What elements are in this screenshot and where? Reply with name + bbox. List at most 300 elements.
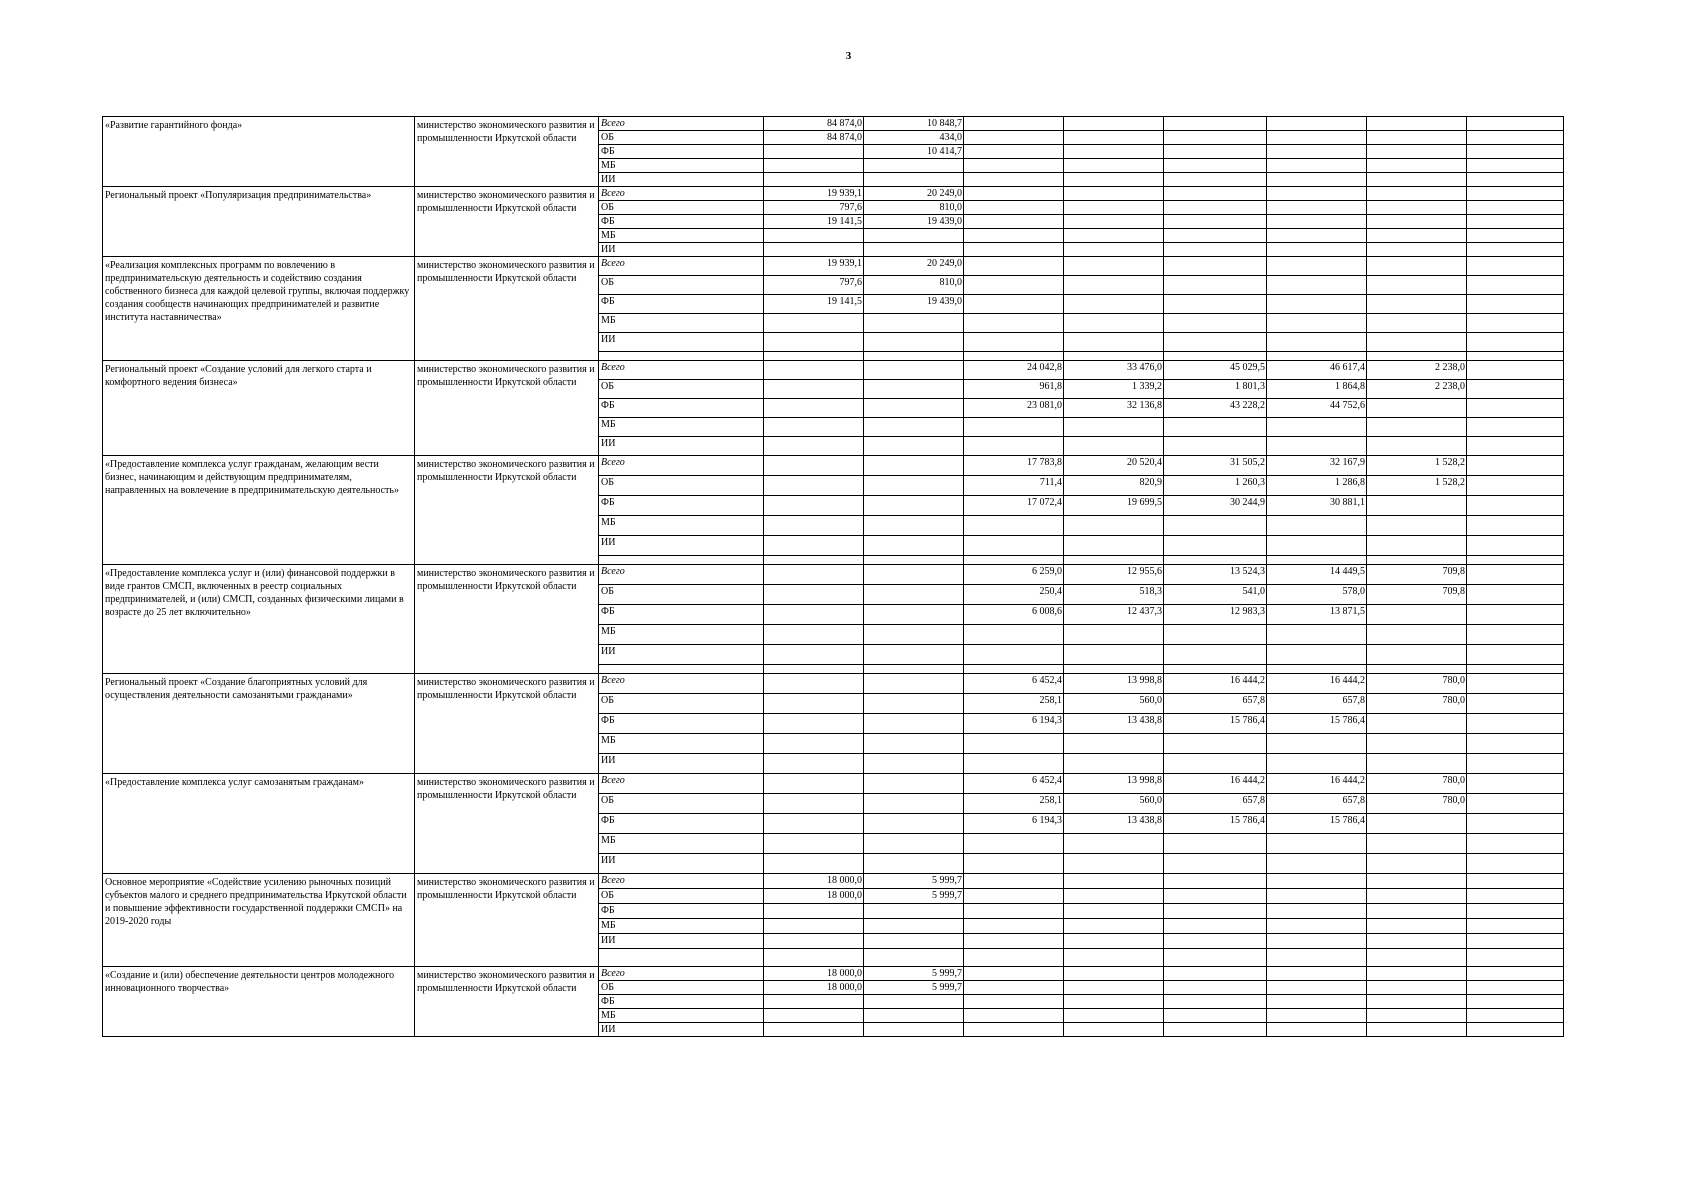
amount-cell: 33 476,0 <box>1064 361 1164 380</box>
amount-cell <box>1467 625 1564 645</box>
amount-cell: 16 444,2 <box>1164 674 1267 694</box>
amount-cell <box>1367 257 1467 276</box>
amount-cell <box>864 814 964 834</box>
amount-cell <box>1467 131 1564 145</box>
amount-cell: 709,8 <box>1367 585 1467 605</box>
amount-cell <box>1467 734 1564 754</box>
amount-cell <box>1467 874 1564 889</box>
amount-cell <box>1164 295 1267 314</box>
amount-cell <box>764 694 864 714</box>
amount-cell <box>1267 117 1367 131</box>
amount-cell: 1 528,2 <box>1367 456 1467 476</box>
amount-cell <box>1064 1009 1164 1023</box>
amount-cell: 797,6 <box>764 201 864 215</box>
amount-cell <box>1467 645 1564 665</box>
amount-cell <box>1164 995 1267 1009</box>
amount-cell <box>1164 734 1267 754</box>
amount-cell: 18 000,0 <box>764 889 864 904</box>
amount-cell: 30 244,9 <box>1164 496 1267 516</box>
amount-cell <box>1267 173 1367 187</box>
amount-cell: 18 000,0 <box>764 981 864 995</box>
amount-cell <box>1467 243 1564 257</box>
amount-cell <box>764 437 864 456</box>
amount-cell <box>1267 243 1367 257</box>
amount-cell <box>764 476 864 496</box>
amount-cell <box>1064 173 1164 187</box>
funding-source-label: ОБ <box>599 889 764 904</box>
amount-cell <box>1367 496 1467 516</box>
amount-cell <box>864 536 964 556</box>
funding-source-label: Всего <box>599 674 764 694</box>
amount-cell <box>1367 1023 1467 1037</box>
empty-cell <box>864 352 964 361</box>
amount-cell <box>964 173 1064 187</box>
amount-cell <box>1367 159 1467 173</box>
empty-cell <box>1267 665 1367 674</box>
amount-cell <box>864 229 964 243</box>
amount-cell <box>964 516 1064 536</box>
amount-cell: 657,8 <box>1164 694 1267 714</box>
amount-cell <box>1064 904 1164 919</box>
empty-cell <box>599 556 764 565</box>
amount-cell <box>1267 645 1367 665</box>
funding-source-label: МБ <box>599 625 764 645</box>
funding-source-label: МБ <box>599 734 764 754</box>
empty-cell <box>599 352 764 361</box>
measure-title: Региональный проект «Популяризация предпринимательства» <box>103 187 415 257</box>
amount-cell: 18 000,0 <box>764 967 864 981</box>
table-row <box>103 774 1564 794</box>
funding-source-label: ОБ <box>599 380 764 399</box>
amount-cell: 15 786,4 <box>1164 814 1267 834</box>
amount-cell <box>1164 754 1267 774</box>
amount-cell: 6 008,6 <box>964 605 1064 625</box>
amount-cell <box>864 418 964 437</box>
amount-cell <box>1164 145 1267 159</box>
amount-cell <box>1367 904 1467 919</box>
empty-cell <box>864 556 964 565</box>
table-row <box>103 117 1564 131</box>
empty-cell <box>1164 556 1267 565</box>
amount-cell: 6 194,3 <box>964 714 1064 734</box>
empty-cell <box>1064 949 1164 967</box>
amount-cell <box>1267 333 1367 352</box>
amount-cell <box>1267 889 1367 904</box>
amount-cell <box>1267 187 1367 201</box>
amount-cell: 578,0 <box>1267 585 1367 605</box>
amount-cell <box>764 1023 864 1037</box>
funding-source-label: ФБ <box>599 904 764 919</box>
amount-cell <box>1267 418 1367 437</box>
amount-cell <box>864 934 964 949</box>
amount-cell <box>1164 117 1267 131</box>
amount-cell <box>1467 565 1564 585</box>
amount-cell <box>1367 117 1467 131</box>
table-row <box>103 967 1564 981</box>
amount-cell <box>1064 159 1164 173</box>
amount-cell <box>1064 314 1164 333</box>
amount-cell <box>1164 418 1267 437</box>
amount-cell: 32 167,9 <box>1267 456 1367 476</box>
amount-cell <box>1164 516 1267 536</box>
amount-cell <box>1467 476 1564 496</box>
empty-cell <box>599 949 764 967</box>
funding-source-label: Всего <box>599 117 764 131</box>
amount-cell <box>1467 187 1564 201</box>
amount-cell: 6 452,4 <box>964 774 1064 794</box>
amount-cell: 18 000,0 <box>764 874 864 889</box>
amount-cell <box>1064 117 1164 131</box>
empty-cell <box>1467 556 1564 565</box>
amount-cell <box>764 904 864 919</box>
amount-cell <box>764 361 864 380</box>
empty-cell <box>1367 665 1467 674</box>
amount-cell: 810,0 <box>864 276 964 295</box>
funding-source-label: ФБ <box>599 145 764 159</box>
amount-cell <box>964 215 1064 229</box>
amount-cell: 820,9 <box>1064 476 1164 496</box>
amount-cell <box>1367 437 1467 456</box>
amount-cell <box>1164 967 1267 981</box>
empty-cell <box>1064 665 1164 674</box>
amount-cell <box>1467 361 1564 380</box>
amount-cell <box>1267 854 1367 874</box>
amount-cell <box>1367 714 1467 734</box>
amount-cell <box>864 456 964 476</box>
amount-cell <box>764 585 864 605</box>
amount-cell <box>964 1009 1064 1023</box>
amount-cell <box>1164 131 1267 145</box>
amount-cell <box>1164 834 1267 854</box>
amount-cell <box>1367 418 1467 437</box>
amount-cell <box>864 919 964 934</box>
amount-cell: 12 437,3 <box>1064 605 1164 625</box>
amount-cell: 13 438,8 <box>1064 814 1164 834</box>
amount-cell <box>1064 145 1164 159</box>
amount-cell <box>1467 418 1564 437</box>
amount-cell <box>964 645 1064 665</box>
amount-cell <box>1367 295 1467 314</box>
amount-cell <box>1164 243 1267 257</box>
empty-cell <box>1367 556 1467 565</box>
amount-cell <box>964 333 1064 352</box>
funding-source-label: МБ <box>599 314 764 333</box>
amount-cell <box>1467 794 1564 814</box>
amount-cell <box>864 333 964 352</box>
amount-cell <box>864 159 964 173</box>
amount-cell: 5 999,7 <box>864 889 964 904</box>
amount-cell <box>1367 625 1467 645</box>
amount-cell <box>864 399 964 418</box>
amount-cell <box>1467 536 1564 556</box>
amount-cell <box>1164 645 1267 665</box>
amount-cell <box>1164 934 1267 949</box>
measure-title: Региональный проект «Создание условий для легкого старта и комфортного ведения бизнеса» <box>103 361 415 456</box>
amount-cell <box>764 418 864 437</box>
amount-cell <box>1367 995 1467 1009</box>
amount-cell <box>1467 1023 1564 1037</box>
amount-cell: 560,0 <box>1064 694 1164 714</box>
responsible-executor: министерство экономического развития и промышленности Иркутской области <box>415 674 599 774</box>
empty-cell <box>1467 352 1564 361</box>
amount-cell <box>764 565 864 585</box>
amount-cell <box>1267 159 1367 173</box>
amount-cell <box>864 645 964 665</box>
amount-cell <box>864 774 964 794</box>
amount-cell <box>1367 919 1467 934</box>
amount-cell <box>1367 874 1467 889</box>
amount-cell <box>864 565 964 585</box>
amount-cell: 15 786,4 <box>1267 714 1367 734</box>
amount-cell <box>1367 229 1467 243</box>
amount-cell <box>1367 834 1467 854</box>
amount-cell <box>1467 854 1564 874</box>
amount-cell <box>764 333 864 352</box>
amount-cell <box>1367 333 1467 352</box>
funding-source-label: ИИ <box>599 934 764 949</box>
amount-cell <box>1164 201 1267 215</box>
amount-cell <box>1467 145 1564 159</box>
amount-cell: 780,0 <box>1367 774 1467 794</box>
amount-cell <box>764 919 864 934</box>
amount-cell <box>1267 201 1367 215</box>
amount-cell: 780,0 <box>1367 694 1467 714</box>
amount-cell <box>1064 418 1164 437</box>
amount-cell <box>964 754 1064 774</box>
amount-cell <box>1064 333 1164 352</box>
amount-cell <box>964 734 1064 754</box>
amount-cell <box>764 229 864 243</box>
funding-source-label: ИИ <box>599 536 764 556</box>
amount-cell: 19 141,5 <box>764 215 864 229</box>
amount-cell <box>1267 754 1367 774</box>
responsible-executor: министерство экономического развития и промышленности Иркутской области <box>415 117 599 187</box>
amount-cell <box>1064 131 1164 145</box>
amount-cell <box>1367 967 1467 981</box>
measure-title: «Реализация комплексных программ по вовлечению в предпринимательскую деятельность и содействию создания собственного бизнеса для каждой целевой группы, включая поддержку создания сообществ начинающих предпринимателей и развитие института наставничества» <box>103 257 415 361</box>
responsible-executor: министерство экономического развития и промышленности Иркутской области <box>415 257 599 361</box>
funding-source-label: ИИ <box>599 333 764 352</box>
amount-cell <box>764 159 864 173</box>
funding-source-label: ФБ <box>599 215 764 229</box>
amount-cell <box>864 734 964 754</box>
amount-cell <box>864 173 964 187</box>
amount-cell <box>1064 934 1164 949</box>
funding-source-label: МБ <box>599 516 764 536</box>
empty-cell <box>1064 352 1164 361</box>
amount-cell <box>1467 919 1564 934</box>
amount-cell <box>864 314 964 333</box>
measure-title: «Развитие гарантийного фонда» <box>103 117 415 187</box>
amount-cell: 434,0 <box>864 131 964 145</box>
amount-cell <box>1164 536 1267 556</box>
empty-cell <box>1164 665 1267 674</box>
amount-cell <box>1064 437 1164 456</box>
amount-cell <box>1267 516 1367 536</box>
funding-source-label: Всего <box>599 257 764 276</box>
measure-title: «Предоставление комплекса услуг и (или) финансовой поддержки в виде грантов СМСП, включенных в реестр социальных предпринимателей, и (или) СМСП, созданных физическими лицами в возрасте до 25 лет включительно» <box>103 565 415 674</box>
funding-source-label: ОБ <box>599 476 764 496</box>
amount-cell <box>1367 981 1467 995</box>
amount-cell <box>764 399 864 418</box>
amount-cell: 657,8 <box>1267 794 1367 814</box>
amount-cell: 19 439,0 <box>864 215 964 229</box>
amount-cell <box>1467 173 1564 187</box>
amount-cell <box>764 516 864 536</box>
amount-cell: 24 042,8 <box>964 361 1064 380</box>
amount-cell <box>1267 257 1367 276</box>
amount-cell <box>864 1023 964 1037</box>
funding-source-label: ОБ <box>599 585 764 605</box>
amount-cell <box>1164 215 1267 229</box>
empty-cell <box>1267 949 1367 967</box>
amount-cell: 709,8 <box>1367 565 1467 585</box>
amount-cell: 258,1 <box>964 694 1064 714</box>
funding-source-label: Всего <box>599 774 764 794</box>
amount-cell <box>1267 967 1367 981</box>
amount-cell <box>964 854 1064 874</box>
amount-cell <box>1064 201 1164 215</box>
amount-cell <box>964 967 1064 981</box>
amount-cell: 15 786,4 <box>1267 814 1367 834</box>
amount-cell <box>1164 257 1267 276</box>
amount-cell <box>764 774 864 794</box>
amount-cell <box>1164 437 1267 456</box>
funding-source-label: ОБ <box>599 276 764 295</box>
amount-cell: 780,0 <box>1367 674 1467 694</box>
amount-cell <box>1367 734 1467 754</box>
amount-cell: 32 136,8 <box>1064 399 1164 418</box>
amount-cell <box>1367 516 1467 536</box>
amount-cell <box>1367 605 1467 625</box>
amount-cell <box>964 243 1064 257</box>
amount-cell <box>1064 874 1164 889</box>
amount-cell: 560,0 <box>1064 794 1164 814</box>
table-row <box>103 257 1564 276</box>
amount-cell: 13 998,8 <box>1064 774 1164 794</box>
amount-cell <box>864 794 964 814</box>
amount-cell: 6 452,4 <box>964 674 1064 694</box>
amount-cell <box>864 380 964 399</box>
amount-cell <box>1267 625 1367 645</box>
amount-cell <box>964 187 1064 201</box>
amount-cell <box>964 314 1064 333</box>
amount-cell <box>1267 995 1367 1009</box>
amount-cell <box>1467 774 1564 794</box>
amount-cell <box>1064 187 1164 201</box>
amount-cell <box>1467 159 1564 173</box>
amount-cell: 19 939,1 <box>764 187 864 201</box>
amount-cell: 12 955,6 <box>1064 565 1164 585</box>
table-row <box>103 456 1564 476</box>
amount-cell <box>1267 1023 1367 1037</box>
amount-cell <box>964 934 1064 949</box>
table-row <box>103 674 1564 694</box>
amount-cell: 797,6 <box>764 276 864 295</box>
empty-cell <box>964 665 1064 674</box>
amount-cell <box>864 995 964 1009</box>
amount-cell <box>1064 919 1164 934</box>
amount-cell <box>1267 981 1367 995</box>
funding-source-label: ИИ <box>599 243 764 257</box>
amount-cell <box>1467 995 1564 1009</box>
amount-cell <box>964 276 1064 295</box>
amount-cell <box>1164 187 1267 201</box>
amount-cell <box>764 995 864 1009</box>
funding-source-label: МБ <box>599 919 764 934</box>
amount-cell <box>1467 229 1564 243</box>
amount-cell: 6 194,3 <box>964 814 1064 834</box>
empty-cell <box>964 556 1064 565</box>
amount-cell: 258,1 <box>964 794 1064 814</box>
amount-cell <box>1367 187 1467 201</box>
funding-source-label: ОБ <box>599 131 764 145</box>
funding-source-label: ОБ <box>599 981 764 995</box>
table-row <box>103 565 1564 585</box>
amount-cell <box>1164 889 1267 904</box>
amount-cell <box>1267 276 1367 295</box>
amount-cell <box>964 889 1064 904</box>
amount-cell <box>1467 934 1564 949</box>
amount-cell: 20 520,4 <box>1064 456 1164 476</box>
funding-source-label: ОБ <box>599 794 764 814</box>
funding-source-label: МБ <box>599 418 764 437</box>
amount-cell <box>964 229 1064 243</box>
amount-cell: 19 439,0 <box>864 295 964 314</box>
amount-cell <box>1467 399 1564 418</box>
amount-cell <box>1164 874 1267 889</box>
amount-cell <box>964 1023 1064 1037</box>
amount-cell: 5 999,7 <box>864 874 964 889</box>
amount-cell <box>1064 645 1164 665</box>
empty-cell <box>1467 665 1564 674</box>
amount-cell <box>1267 834 1367 854</box>
amount-cell: 23 081,0 <box>964 399 1064 418</box>
amount-cell <box>1467 496 1564 516</box>
amount-cell <box>1164 159 1267 173</box>
amount-cell <box>764 173 864 187</box>
amount-cell: 19 141,5 <box>764 295 864 314</box>
amount-cell <box>1467 714 1564 734</box>
funding-source-label: МБ <box>599 1009 764 1023</box>
amount-cell: 1 864,8 <box>1267 380 1367 399</box>
amount-cell <box>1064 229 1164 243</box>
amount-cell: 17 072,4 <box>964 496 1064 516</box>
funding-source-label: Всего <box>599 967 764 981</box>
amount-cell: 13 524,3 <box>1164 565 1267 585</box>
amount-cell <box>964 117 1064 131</box>
amount-cell <box>1467 889 1564 904</box>
funding-source-label: ФБ <box>599 496 764 516</box>
amount-cell <box>1064 516 1164 536</box>
amount-cell <box>964 418 1064 437</box>
amount-cell <box>964 257 1064 276</box>
budget-table <box>102 116 1564 1037</box>
amount-cell <box>964 131 1064 145</box>
funding-source-label: МБ <box>599 834 764 854</box>
amount-cell <box>764 714 864 734</box>
empty-cell <box>599 665 764 674</box>
amount-cell: 17 783,8 <box>964 456 1064 476</box>
funding-source-label: Всего <box>599 187 764 201</box>
amount-cell <box>1164 854 1267 874</box>
amount-cell <box>1064 995 1164 1009</box>
amount-cell <box>1467 754 1564 774</box>
amount-cell <box>1467 981 1564 995</box>
amount-cell <box>764 834 864 854</box>
amount-cell <box>1267 904 1367 919</box>
amount-cell <box>1367 645 1467 665</box>
